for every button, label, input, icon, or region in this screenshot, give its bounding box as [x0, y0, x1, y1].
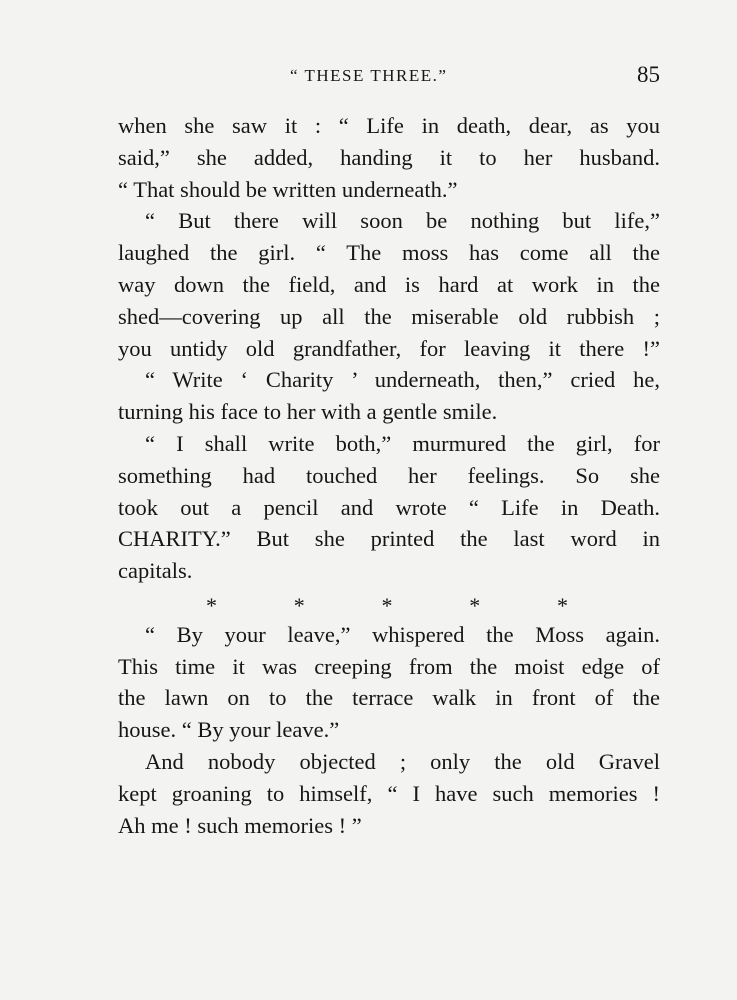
text-line: way down the field, and is hard at work in the [118, 271, 660, 297]
body-text [118, 110, 660, 841]
star: * [293, 592, 305, 618]
text-line: CHARITY.” But she printed the last word in [118, 526, 660, 552]
text-line: “ But there will soon be nothing but life,” [145, 208, 660, 234]
text-line: And nobody objected ; only the old Gravel [145, 748, 660, 774]
star: * [206, 592, 217, 618]
text-line: “ Write ‘ Charity ’ underneath, then,” cried he, [145, 367, 660, 393]
text-line: the lawn on to the terrace walk in front of the [118, 685, 660, 711]
star: * [381, 592, 393, 618]
text-line: This time it was creeping from the moist edge of [118, 653, 660, 679]
text-line: said,” she added, handing it to her husband. [118, 144, 660, 170]
page-number: 85 [637, 62, 660, 87]
text-line: capitals. [118, 558, 193, 584]
text-line: when she saw it : “ Life in death, dear, as you [118, 113, 660, 138]
text-line: house. “ By your leave.” [118, 717, 340, 743]
running-head [118, 62, 660, 92]
text-line: took out a pencil and wrote “ Life in Death. [118, 494, 660, 520]
running-title: “ THESE THREE.” [290, 66, 448, 85]
text-line: something had touched her feelings. So she [118, 462, 660, 488]
star: * [469, 592, 481, 618]
text-line: turning his face to her with a gentle smile. [118, 399, 498, 425]
text-line: Ah me ! such memories ! ” [118, 812, 362, 838]
text-line: “ By your leave,” whispered the Moss again. [145, 621, 660, 647]
section-break-stars [206, 587, 568, 619]
text-line: “ I shall write both,” murmured the girl, for [145, 430, 660, 456]
text-line: laughed the girl. “ The moss has come all the [118, 240, 660, 266]
text-line: “ That should be written underneath.” [118, 176, 458, 202]
text-line: kept groaning to himself, “ I have such memories ! [118, 780, 660, 806]
text-line: shed—covering up all the miserable old rubbish ; [118, 303, 660, 329]
star: * [557, 592, 568, 618]
text-line: you untidy old grandfather, for leaving it there !” [118, 335, 660, 361]
